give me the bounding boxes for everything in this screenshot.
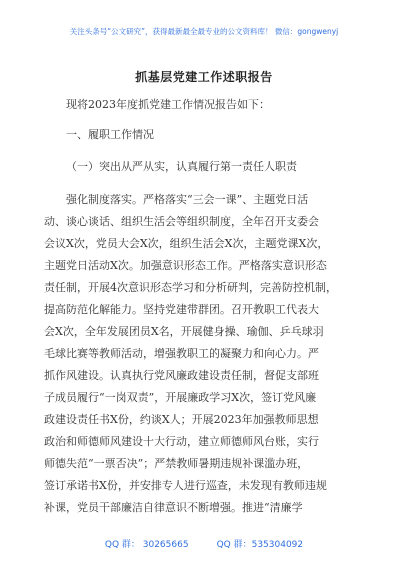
document-title: 抓基层党建工作述职报告 [135,70,273,84]
body-line: 强化制度落实。严格落实“三会一课”、主题党日活 [66,193,309,206]
body-line: 子成员履行“一岗双责”，开展廉政学习X次，签订党风廉 [44,391,317,404]
intro-line: 现将2023年度抓党建工作情况报告如下： [66,98,270,111]
footer-qq-group-1: QQ 群： 30265665 [104,540,189,550]
footer-contact [0,537,408,550]
body-line: 补课，党员干部廉洁自律意识不断增强。推进“清廉学 [44,501,303,514]
body-line: 动、谈心谈话、组织生活会等组织制度，全年召开支委会 [44,215,319,228]
section-heading: 一、履职工作情况 [66,128,154,141]
body-line: 主题党日活动X次。加强意识形态工作。严格落实意识形态 [44,259,327,272]
body-line: 责任制，开展4次意识形态学习和分析研判，完善防控机制， [44,281,337,294]
body-line: 师德失范“一票否决”；严禁教师暑期违规补课滥办班， [44,457,309,470]
body-line: 毛球比赛等教师活动，增强教职工的凝聚力和向心力。严 [44,347,319,360]
subsection-heading: （一）突出从严从实，认真履行第一责任人职责 [66,160,297,173]
body-line: 提高防范化解能力。坚持党建带群团。召开教职工代表大 [44,303,319,316]
body-line: 签订承诺书X份，并安排专人进行巡查，未发现有教师违规 [44,479,327,492]
body-line: 政建设责任书X份，约谈X人；开展2023年加强教师思想 [44,413,319,426]
body-line: 抓作风建设。认真执行党风廉政建设责任制，督促支部班 [44,369,319,382]
body-line: 会X次，全年发展团员X名，开展健身操、瑜伽、乒乓球羽 [44,325,324,338]
header-promo-note: 关注头条号“公文研究”，获得最新最全最专业的公文资料库！ 微信：gongwenyj [69,27,339,36]
footer-qq-group-2: QQ 群：535304092 [216,540,304,550]
body-line: 政治和师德师风建设十大行动，建立师德师风台账，实行 [44,435,319,448]
body-line: 会议X次，党员大会X次，组织生活会X次，主题党课X次， [44,237,329,250]
